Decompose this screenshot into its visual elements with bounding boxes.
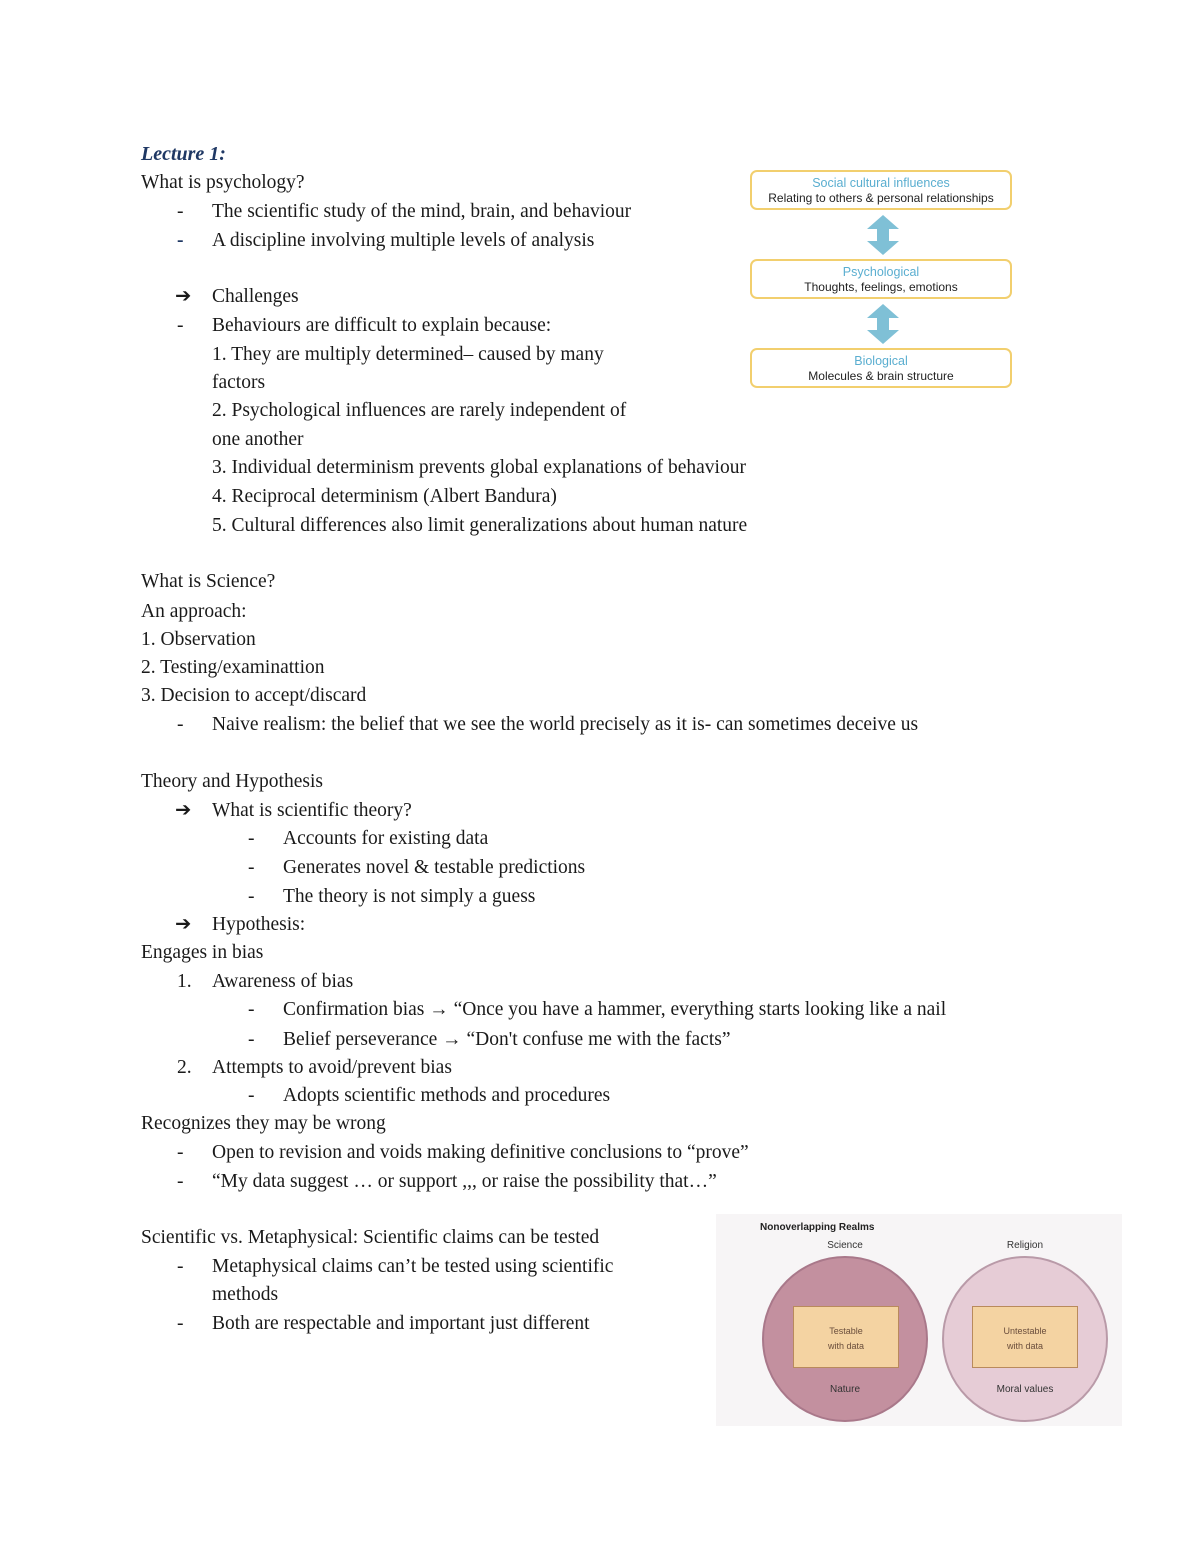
- level-box-psychological: [750, 259, 1012, 299]
- reason-line: factors: [212, 372, 266, 393]
- metaphysical-heading: Scientific vs. Metaphysical: Scientific claims can be tested: [141, 1227, 600, 1248]
- bullet-dash: -: [177, 230, 184, 251]
- bias-heading: Engages in bias: [141, 942, 264, 963]
- religion-realm-label: Religion: [1006, 1240, 1044, 1251]
- bias-item-number: 1.: [177, 971, 192, 992]
- bias-point: Confirmation bias → “Once you have a hammer, everything starts looking like a nail: [283, 999, 947, 1020]
- levels-of-analysis-diagram: [750, 168, 1018, 392]
- challenges-label: Challenges: [212, 286, 299, 307]
- box-line: Testable: [829, 1326, 863, 1336]
- box-line: Untestable: [1003, 1326, 1047, 1336]
- wrong-point: Open to revision and voids making definitive conclusions to “prove”: [212, 1142, 749, 1163]
- bullet-dash: -: [177, 1256, 184, 1277]
- bullet-dash: -: [248, 1029, 255, 1050]
- reason-line: 4. Reciprocal determinism (Albert Bandura): [212, 486, 557, 507]
- box-line: with data: [1006, 1341, 1044, 1351]
- nonoverlapping-realms-diagram: [716, 1214, 1122, 1426]
- bias-item: Attempts to avoid/prevent bias: [212, 1057, 452, 1078]
- reason-line: 5. Cultural differences also limit generalizations about human nature: [212, 515, 748, 536]
- reason-line: 1. They are multiply determined– caused by many: [212, 344, 604, 365]
- arrow-bullet-icon: ➔: [175, 914, 192, 935]
- bullet-dash: -: [177, 201, 184, 222]
- science-step: 2. Testing/examinattion: [141, 657, 325, 678]
- reason-line: 2. Psychological influences are rarely independent of: [212, 400, 627, 421]
- bullet-dash: -: [177, 315, 184, 336]
- testable-box: [793, 1306, 899, 1368]
- wrong-point: “My data suggest … or support ,,, or raise the possibility that…”: [212, 1171, 717, 1192]
- science-approach: An approach:: [141, 601, 247, 622]
- psychology-bullet: The scientific study of the mind, brain, and behaviour: [212, 201, 632, 222]
- metaphysical-point: methods: [212, 1284, 279, 1305]
- nature-label: Nature: [829, 1384, 860, 1395]
- untestable-box: [972, 1306, 1078, 1368]
- metaphysical-point: Both are respectable and important just different: [212, 1313, 590, 1334]
- level-heading: Psychological: [842, 265, 920, 279]
- realms-title: Nonoverlapping Realms: [760, 1222, 875, 1233]
- theory-point: The theory is not simply a guess: [283, 886, 536, 907]
- theory-what-is: What is scientific theory?: [212, 800, 412, 821]
- bullet-dash: -: [248, 1085, 255, 1106]
- psychology-question: What is psychology?: [141, 172, 305, 193]
- metaphysical-point: Metaphysical claims can’t be tested using scientific: [212, 1256, 614, 1277]
- level-box-biological: [750, 348, 1012, 388]
- bullet-dash: -: [177, 1171, 184, 1192]
- reason-line: one another: [212, 429, 304, 450]
- reason-line: 3. Individual determinism prevents global explanations of behaviour: [212, 457, 746, 478]
- lecture-title: Lecture 1:: [141, 143, 226, 165]
- science-question: What is Science?: [141, 571, 276, 592]
- theory-point: Accounts for existing data: [283, 828, 489, 849]
- theory-heading: Theory and Hypothesis: [141, 771, 323, 792]
- level-subtitle: Thoughts, feelings, emotions: [804, 280, 958, 294]
- psychology-bullet: A discipline involving multiple levels of analysis: [212, 230, 595, 251]
- science-step: 3. Decision to accept/discard: [141, 685, 367, 706]
- bias-item: Awareness of bias: [212, 971, 354, 992]
- bullet-dash: -: [177, 714, 184, 735]
- bias-point: Belief perseverance → “Don't confuse me with the facts”: [283, 1029, 731, 1050]
- double-arrow-icon: [865, 214, 901, 256]
- arrow-bullet-icon: ➔: [175, 800, 192, 821]
- bullet-dash: -: [248, 999, 255, 1020]
- moral-values-label: Moral values: [996, 1384, 1054, 1395]
- bullet-dash: -: [177, 1313, 184, 1334]
- science-realm-label: Science: [827, 1240, 863, 1251]
- bias-item-number: 2.: [177, 1057, 192, 1078]
- level-heading: Social cultural influences: [812, 176, 950, 190]
- level-heading: Biological: [854, 354, 908, 368]
- challenges-intro: Behaviours are difficult to explain because:: [212, 315, 552, 336]
- box-line: with data: [827, 1341, 865, 1351]
- science-step: 1. Observation: [141, 629, 256, 650]
- bullet-dash: -: [177, 1142, 184, 1163]
- double-arrow-icon: [865, 303, 901, 345]
- theory-point: Generates novel & testable predictions: [283, 857, 586, 878]
- bias-point: Adopts scientific methods and procedures: [283, 1085, 611, 1106]
- hypothesis-label: Hypothesis:: [212, 914, 306, 935]
- naive-realism: Naive realism: the belief that we see the world precisely as it is- can sometimes deceive us: [212, 714, 919, 735]
- bullet-dash: -: [248, 886, 255, 907]
- level-subtitle: Relating to others & personal relationships: [768, 191, 994, 205]
- arrow-bullet-icon: ➔: [175, 286, 192, 307]
- level-box-social: [750, 170, 1012, 210]
- bullet-dash: -: [248, 857, 255, 878]
- bullet-dash: -: [248, 828, 255, 849]
- wrong-heading: Recognizes they may be wrong: [141, 1113, 386, 1134]
- level-subtitle: Molecules & brain structure: [808, 369, 954, 383]
